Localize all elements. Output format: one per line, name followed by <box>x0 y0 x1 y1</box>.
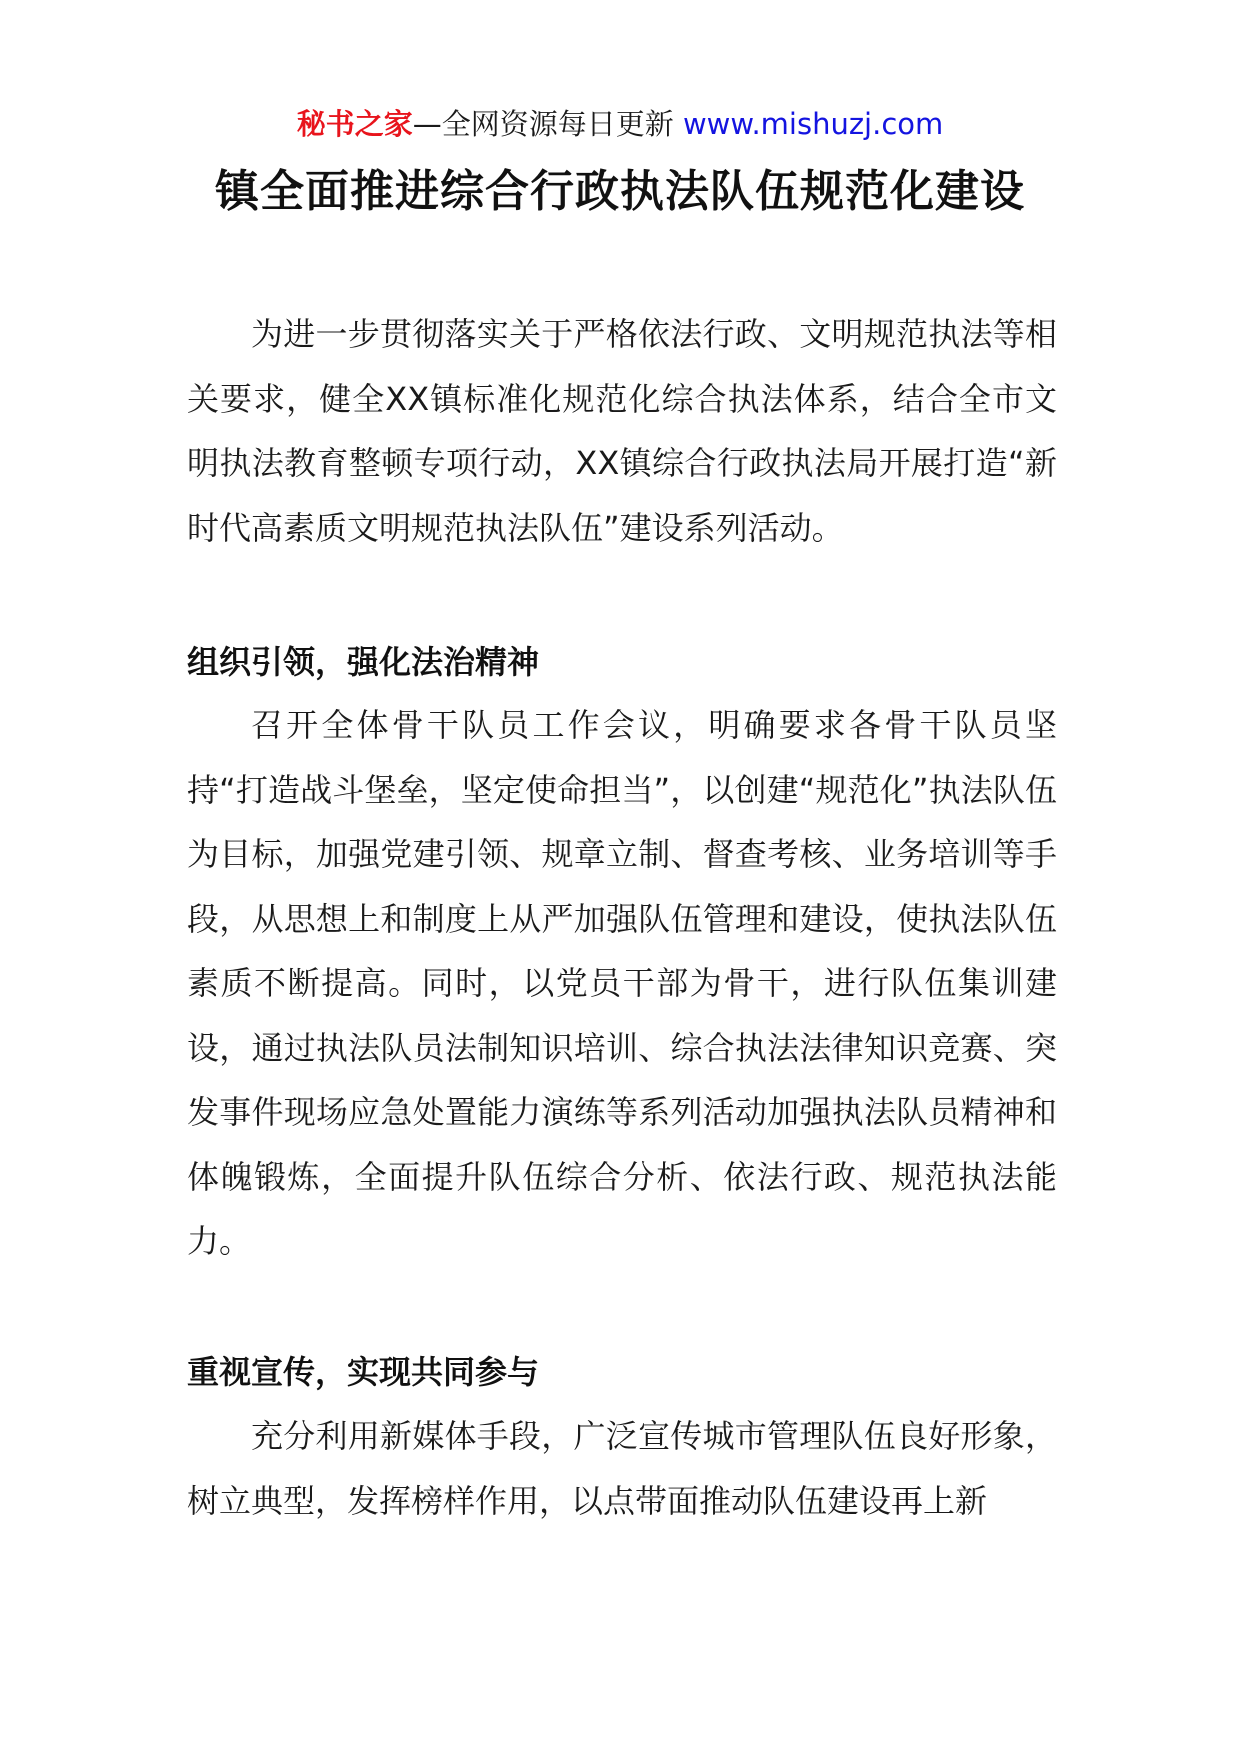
section-body-publicity: 充分利用新媒体手段，广泛宣传城市管理队伍良好形象，树立典型，发挥榜样作用，以点带面推动队伍建设再上新 <box>187 1417 1057 1520</box>
intro-paragraph: 为进一步贯彻落实关于严格依法行政、文明规范执法等相关要求，健全XX镇标准化规范化综合执法体系，结合全市文明执法教育整顿专项行动，XX镇综合行政执法局开展打造“新时代高素质文明规范执法队伍”建设系列活动。 <box>187 315 1057 547</box>
banner-tagline: —全网资源每日更新 <box>412 107 674 141</box>
site-url-link[interactable]: www.mishuzj.com <box>682 107 944 141</box>
section-heading-organization: 组织引领，强化法治精神 <box>187 643 540 681</box>
section-body-organization: 召开全体骨干队员工作会议，明确要求各骨干队员坚持“打造战斗堡垒，坚定使命担当”，以创建“规范化”执法队伍为目标，加强党建引领、规章立制、督查考核、业务培训等手段，从思想上和制度上从严加强队伍管理和建设，使执法队伍素质不断提高。同时，以党员干部为骨干，进行队伍集训建设，通过执法队员法制知识培训、综合执法法律知识竞赛、突发事件现场应急处置能力演练等系列活动加强执法队员精神和体魄锻炼，全面提升队伍综合分析、依法行政、规范执法能力。 <box>187 706 1057 1260</box>
document-title: 镇全面推进综合行政执法队伍规范化建设 <box>215 166 1025 217</box>
site-banner <box>0 104 1240 144</box>
brand-name: 秘书之家 <box>296 107 413 141</box>
section-heading-publicity: 重视宣传，实现共同参与 <box>187 1353 540 1391</box>
